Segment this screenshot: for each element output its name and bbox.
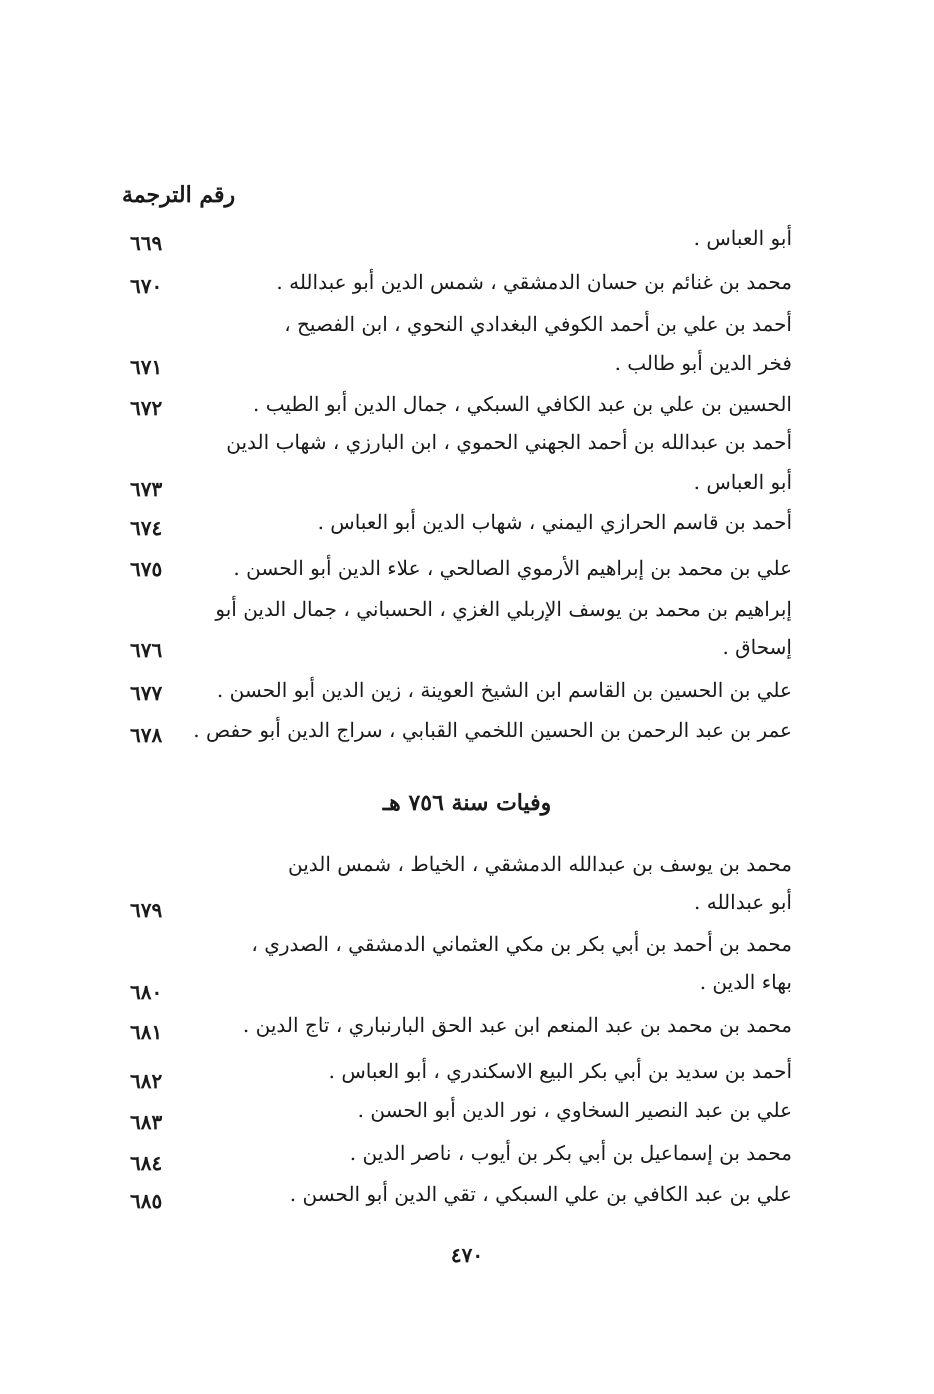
translation-number: ٦٧١ [130,355,163,379]
translation-number-column-header: رقم الترجمة [122,182,236,208]
translation-number: ٦٨٤ [130,1151,163,1175]
entry-line: علي بن عبد الكافي بن علي السبكي ، تقي الدين أبو الحسن . [289,1182,792,1206]
entry-line: بهاء الدين . [699,970,792,994]
translation-number: ٦٧٠ [130,274,163,298]
translation-number: ٦٧٧ [130,681,163,705]
entry-line: عمر بن عبد الرحمن بن الحسين اللخمي القبابي ، سراج الدين أبو حفص . [193,718,792,742]
translation-number: ٦٨٣ [130,1110,163,1134]
translation-number: ٦٧٣ [130,477,163,501]
translation-number: ٦٧٥ [130,557,163,581]
entry-line: علي بن عبد النصير السخاوي ، نور الدين أبو الحسن . [357,1098,792,1122]
entry-line: محمد بن إسماعيل بن أبي بكر بن أيوب ، ناصر الدين . [349,1141,792,1165]
translation-number: ٦٨٢ [130,1069,163,1093]
entry-line: محمد بن يوسف بن عبدالله الدمشقي ، الخياط ، شمس الدين [287,852,792,876]
section-title-year-756: وفيات سنة ٧٥٦ هـ [382,790,552,816]
translation-number: ٦٧٩ [130,898,163,922]
translation-number: ٦٨١ [130,1020,163,1044]
translation-number: ٦٧٤ [130,516,163,540]
entry-line: أحمد بن علي بن أحمد الكوفي البغدادي النحوي ، ابن الفصيح ، [284,312,792,336]
entry-line: أبو العباس . [693,470,792,494]
entry-line: فخر الدين أبو طالب . [614,351,792,375]
translation-number: ٦٨٠ [130,980,163,1004]
translation-number: ٦٦٩ [130,231,163,255]
entry-line: الحسين بن علي بن عبد الكافي السبكي ، جمال الدين أبو الطيب . [253,392,792,416]
translation-number: ٦٧٨ [130,723,163,747]
entry-line: إبراهيم بن محمد بن يوسف الإربلي الغزي ، الحسباني ، جمال الدين أبو [215,597,792,621]
entry-line: أحمد بن قاسم الحرازي اليمني ، شهاب الدين أبو العباس . [317,510,792,534]
translation-number: ٦٧٦ [130,638,163,662]
entry-line: علي بن محمد بن إبراهيم الأرموي الصالحي ، علاء الدين أبو الحسن . [233,556,792,580]
translation-number: ٦٨٥ [130,1189,163,1213]
entry-line: إسحاق . [722,635,792,659]
entry-line: أبو العباس . [693,226,792,250]
entry-line: أحمد بن عبدالله بن أحمد الجهني الحموي ، ابن البارزي ، شهاب الدين [226,430,792,454]
translation-number: ٦٧٢ [130,396,163,420]
entry-line: علي بن الحسين بن القاسم ابن الشيخ العوينة ، زين الدين أبو الحسن . [216,678,792,702]
page-number: ٤٧٠ [450,1243,484,1267]
entry-line: محمد بن غنائم بن حسان الدمشقي ، شمس الدين أبو عبدالله . [276,270,792,294]
entry-line: أبو عبدالله . [694,890,792,914]
entry-line: محمد بن محمد بن عبد المنعم ابن عبد الحق البارنباري ، تاج الدين . [242,1013,792,1037]
entry-line: أحمد بن سديد بن أبي بكر البيع الاسكندري ، أبو العباس . [328,1059,792,1083]
entry-line: محمد بن أحمد بن أبي بكر بن مكي العثماني الدمشقي ، الصدري ، [251,932,792,956]
